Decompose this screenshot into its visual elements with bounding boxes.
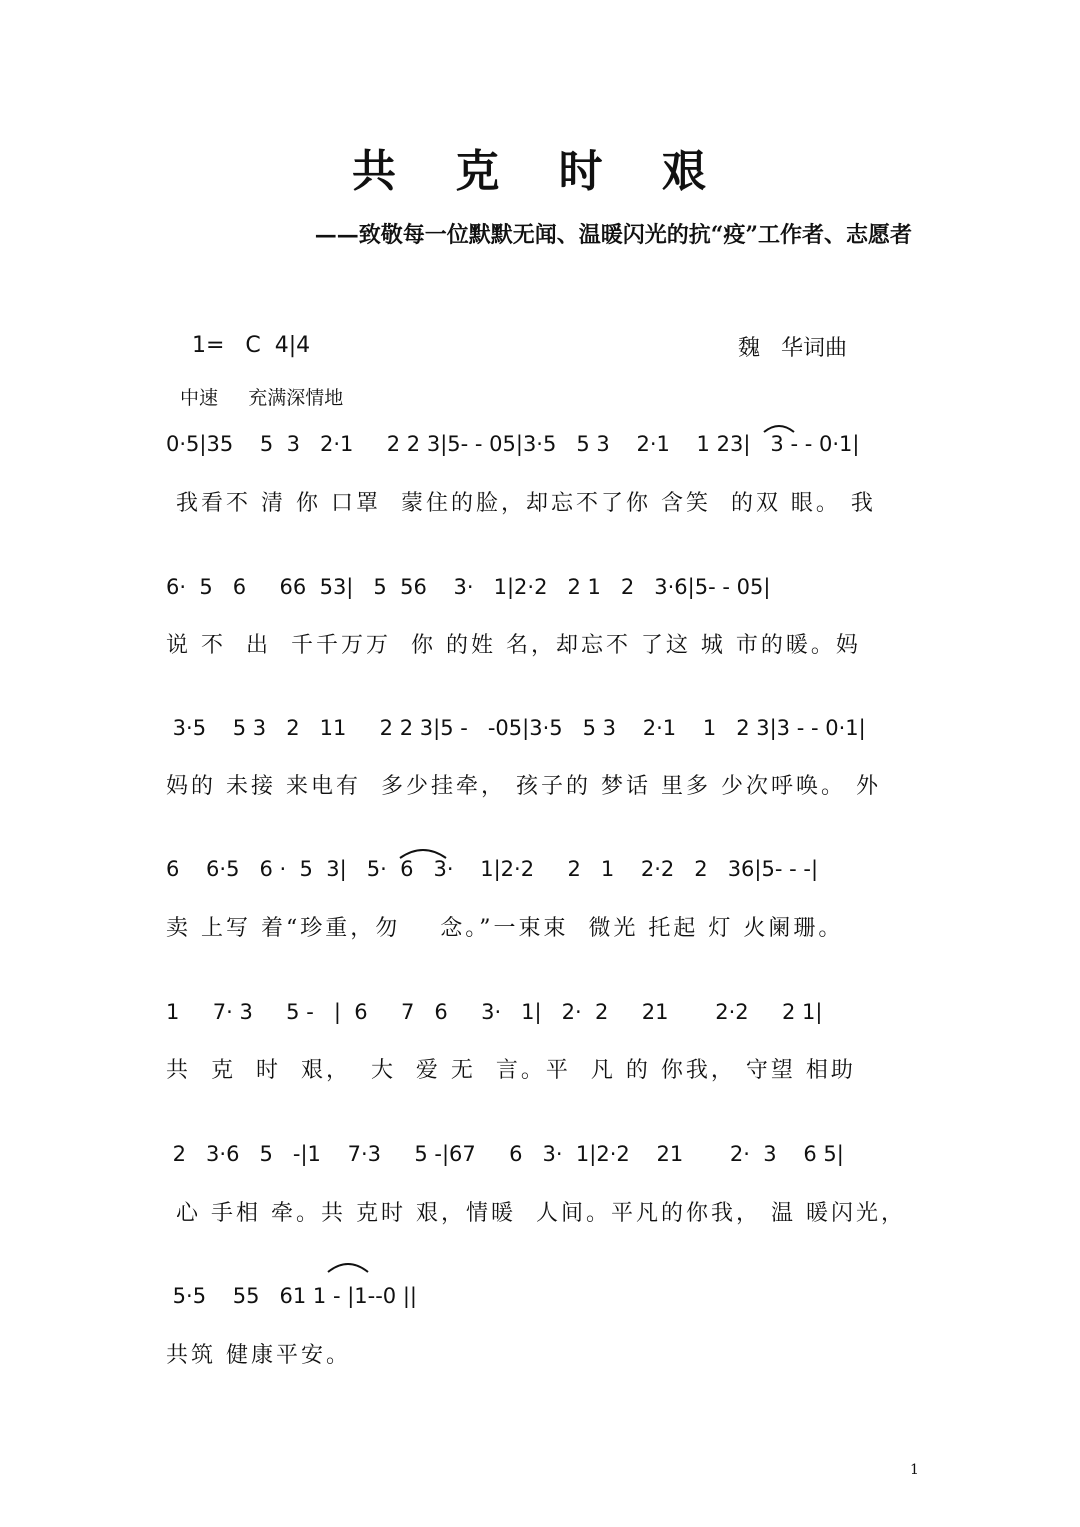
notes-line-3: 3·5 5 3 2 11 2 2 3|5 - -05|3·5 5 3 2·1 1 2 3|3 - - 0·1| xyxy=(166,716,866,740)
notes-line-1: 0·5|35 5 3 2·1 2 2 3|5- - 05|3·5 5 3 2·1 1 23| 3 - - 0·1| xyxy=(166,432,860,456)
notes-line-4: 6 6·5 6 · 5 3| 5· 6 3· 1|2·2 2 1 2·2 2 36|5- - -| xyxy=(166,857,819,881)
notes-line-6: 2 3·6 5 -|1 7·3 5 -|67 6 3· 1|2·2 21 2· 3 6 5| xyxy=(166,1142,844,1166)
song-subtitle: ——致敬每一位默默无闻、温暖闪光的抗“疫”工作者、志愿者 xyxy=(314,222,912,248)
page-number: 1 xyxy=(910,1462,919,1478)
lyrics-line-4: 卖 上写 着“珍重，勿 念。”一束束 微光 托起 灯 火阑珊。 xyxy=(166,916,844,941)
lyrics-line-7: 共筑 健康平安。 xyxy=(166,1343,351,1368)
notes-line-7: 5·5 55 61 1 - |1--0 || xyxy=(166,1284,417,1308)
lyrics-line-5: 共 克 时 艰， 大 爱 无 言。平 凡 的 你我， 守望 相助 xyxy=(166,1058,856,1083)
notes-line-5: 1 7· 3 5 - | 6 7 6 3· 1| 2· 2 21 2·2 2 1| xyxy=(166,1000,823,1024)
lyrics-line-1: 我看不 清 你 口罩 蒙住的脸，却忘不了你 含笑 的双 眼。 我 xyxy=(166,491,876,516)
tempo-marking: 中速 充满深情地 xyxy=(180,387,344,409)
slur-mark xyxy=(326,1256,370,1274)
slur-mark xyxy=(398,842,448,860)
author-credit: 魏 华词曲 xyxy=(738,336,847,361)
key-signature: 1= C 4|4 xyxy=(192,333,311,358)
lyrics-line-6: 心 手相 牵。共 克时 艰，情暖 人间。平凡的你我， 温 暖闪光， xyxy=(166,1201,906,1226)
song-title: 共 克 时 艰 xyxy=(352,146,728,197)
lyrics-line-3: 妈的 未接 来电有 多少挂牵， 孩子的 梦话 里多 少次呼唤。 外 xyxy=(166,774,881,799)
slur-mark xyxy=(762,420,796,434)
lyrics-line-2: 说 不 出 千千万万 你 的姓 名，却忘不 了这 城 市的暖。妈 xyxy=(166,633,861,658)
notes-line-2: 6· 5 6 66 53| 5 56 3· 1|2·2 2 1 2 3·6|5- - 05| xyxy=(166,575,771,599)
